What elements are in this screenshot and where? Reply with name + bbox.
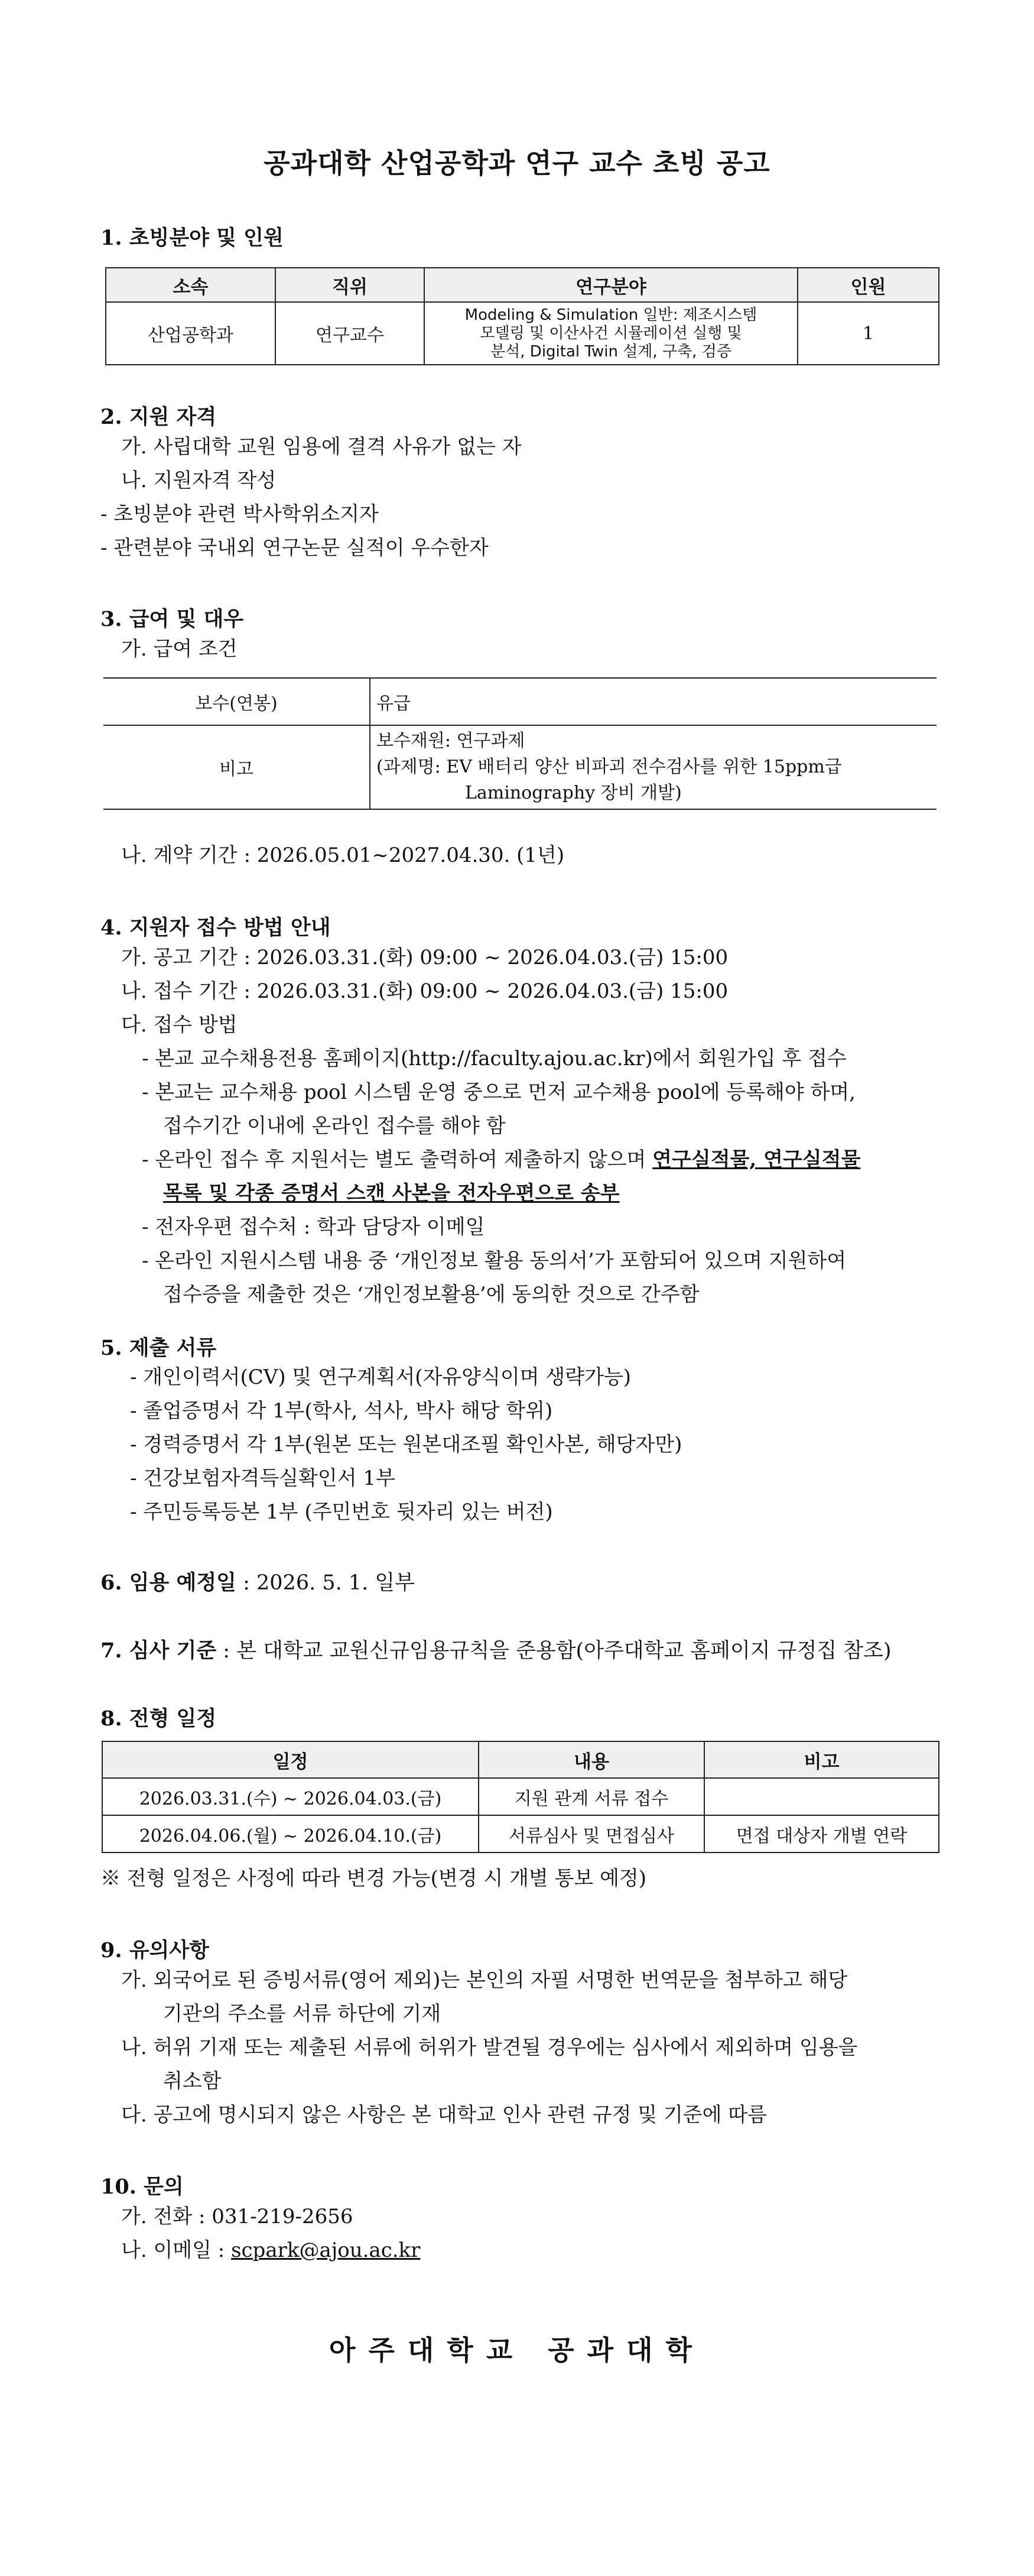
contact-phone: 가. 전화 : 031-219-2656 — [121, 2205, 353, 2228]
note-value — [370, 725, 937, 809]
cell-count: 1 — [798, 302, 939, 365]
contract-period: 나. 계약 기간 : 2026.05.01~2027.04.30. (1년) — [121, 843, 565, 867]
cell-area — [424, 302, 798, 365]
contact-email-line — [121, 2237, 420, 2263]
appointment-date: : 2026. 5. 1. 일부 — [236, 1571, 415, 1595]
schedule-table — [102, 1741, 939, 1853]
note-line: Laminography 장비 개발) — [465, 783, 682, 803]
section-2-heading: 2. 지원 자격 — [100, 405, 217, 429]
footer-institution: 아주대학교 공과대학 — [329, 2334, 705, 2366]
section-7-heading: 7. 심사 기준 — [100, 1639, 217, 1663]
section-1-heading: 1. 초빙분야 및 인원 — [100, 226, 284, 250]
table-header-row — [106, 268, 939, 302]
schedule-content: 지원 관계 서류 접수 — [479, 1778, 704, 1815]
apply-period: 나. 접수 기간 : 2026.03.31.(화) 09:00 ~ 2026.04.03.(금) 15:00 — [121, 979, 729, 1003]
caution-item-cont: 취소함 — [163, 2069, 222, 2093]
document-item: - 졸업증명서 각 1부(학사, 석사, 박사 해당 학위) — [130, 1399, 553, 1423]
review-criteria: : 본 대학교 교원신규임용규칙을 준용함(아주대학교 홈페이지 규정집 참조) — [216, 1639, 892, 1663]
email-label: 나. 이메일 : — [121, 2238, 232, 2262]
method-item: - 본교 교수채용전용 홈페이지(http://faculty.ajou.ac.kr)에서 회원가입 후 접수 — [142, 1047, 847, 1070]
method-item — [142, 1147, 860, 1173]
header-position: 직위 — [275, 268, 424, 302]
section-6-heading: 6. 임용 예정일 — [100, 1571, 236, 1595]
method-text: - 온라인 접수 후 지원서는 별도 출력하여 제출하지 않으며 — [142, 1148, 653, 1172]
table-row — [103, 678, 937, 725]
cell-dept: 산업공학과 — [106, 302, 275, 365]
qualification-item: - 관련분야 국내외 연구논문 실적이 우수한자 — [100, 536, 489, 560]
schedule-date: 2026.03.31.(수) ~ 2026.04.03.(금) — [102, 1778, 479, 1815]
header-note: 비고 — [704, 1741, 939, 1778]
caution-item: 다. 공고에 명시되지 않은 사항은 본 대학교 인사 관련 규정 및 기준에 따름 — [121, 2103, 767, 2127]
position-table — [105, 267, 939, 365]
method-item: - 본교는 교수채용 pool 시스템 운영 중으로 먼저 교수채용 pool에 등록해야 하며, — [142, 1081, 856, 1104]
schedule-date: 2026.04.06.(월) ~ 2026.04.10.(금) — [102, 1815, 479, 1852]
section-7-line — [100, 1634, 892, 1664]
method-item: - 온라인 지원시스템 내용 중 ‘개인정보 활용 동의서’가 포함되어 있으며 지원하여 — [142, 1249, 847, 1273]
qualification-item: 나. 지원자격 작성 — [121, 469, 277, 492]
caution-item: 가. 외국어로 된 증빙서류(영어 제외)는 본인의 자필 서명한 번역문을 첨부하고 해당 — [121, 1968, 848, 1992]
table-row — [102, 1778, 939, 1815]
pay-value: 유급 — [370, 678, 937, 725]
note-line: (과제명: EV 배터리 양산 비파괴 전수검사를 위한 15ppm급 — [376, 757, 842, 777]
email-link[interactable]: scpark@ajou.ac.kr — [231, 2238, 421, 2262]
method-item-cont: 접수기간 이내에 온라인 접수를 해야 함 — [163, 1114, 506, 1138]
qualification-item: - 초빙분야 관련 박사학위소지자 — [100, 502, 379, 526]
method-item-cont: 접수증을 제출한 것은 ‘개인정보활용’에 동의한 것으로 간주함 — [163, 1283, 700, 1306]
apply-method: 다. 접수 방법 — [121, 1013, 238, 1037]
section-10-heading: 10. 문의 — [100, 2175, 184, 2199]
page-title: 공과대학 산업공학과 연구 교수 초빙 공고 — [264, 147, 770, 179]
table-row — [103, 725, 937, 809]
area-line: 모델링 및 이산사건 시뮬레이션 실행 및 — [480, 324, 742, 342]
area-line: 분석, Digital Twin 설계, 구축, 검증 — [490, 342, 731, 361]
section-5-heading: 5. 제출 서류 — [100, 1336, 217, 1360]
schedule-note: 면접 대상자 개별 연락 — [704, 1815, 939, 1852]
emphasis-text: 목록 및 각종 증명서 스캔 사본을 전자우편으로 송부 — [163, 1182, 620, 1205]
emphasis-text: 연구실적물, 연구실적물 — [652, 1148, 861, 1172]
schedule-note — [704, 1778, 939, 1815]
section-3-heading: 3. 급여 및 대우 — [100, 607, 244, 631]
notice-period: 가. 공고 기간 : 2026.03.31.(화) 09:00 ~ 2026.04.03.(금) 15:00 — [121, 946, 729, 969]
area-line: Modeling & Simulation 일반: 제조시스템 — [464, 306, 757, 324]
caution-item-cont: 기관의 주소를 서류 하단에 기재 — [163, 2002, 441, 2026]
document-item: - 건강보험자격득실확인서 1부 — [130, 1467, 395, 1490]
header-area: 연구분야 — [424, 268, 798, 302]
schedule-content: 서류심사 및 면접심사 — [479, 1815, 704, 1852]
document-item: - 경력증명서 각 1부(원본 또는 원본대조필 확인사본, 해당자만) — [130, 1433, 682, 1456]
section-8-heading: 8. 전형 일정 — [100, 1706, 217, 1731]
section-4-heading: 4. 지원자 접수 방법 안내 — [100, 916, 331, 940]
schedule-note-text: ※ 전형 일정은 사정에 따라 변경 가능(변경 시 개별 통보 예정) — [100, 1867, 647, 1890]
note-line: 보수재원: 연구과제 — [376, 731, 525, 751]
salary-subheading: 가. 급여 조건 — [121, 637, 238, 661]
header-content: 내용 — [479, 1741, 704, 1778]
caution-item: 나. 허위 기재 또는 제출된 서류에 허위가 발견될 경우에는 심사에서 제외하며 임용을 — [121, 2036, 858, 2059]
note-label: 비고 — [103, 725, 370, 809]
document-item: - 개인이력서(CV) 및 연구계획서(자유양식이며 생략가능) — [130, 1365, 632, 1389]
method-item: - 전자우편 접수처 : 학과 담당자 이메일 — [142, 1215, 485, 1239]
pay-label: 보수(연봉) — [103, 678, 370, 725]
qualification-item: 가. 사립대학 교원 임용에 결격 사유가 없는 자 — [121, 435, 522, 459]
header-schedule: 일정 — [102, 1741, 479, 1778]
section-9-heading: 9. 유의사항 — [100, 1938, 209, 1962]
table-header-row — [102, 1741, 939, 1778]
table-row — [102, 1815, 939, 1852]
header-count: 인원 — [798, 268, 939, 302]
table-row — [106, 302, 939, 365]
section-6-line — [100, 1566, 415, 1596]
salary-table — [103, 677, 937, 810]
document-item: - 주민등록등본 1부 (주민번호 뒷자리 있는 버전) — [130, 1500, 553, 1524]
header-dept: 소속 — [106, 268, 275, 302]
cell-position: 연구교수 — [275, 302, 424, 365]
